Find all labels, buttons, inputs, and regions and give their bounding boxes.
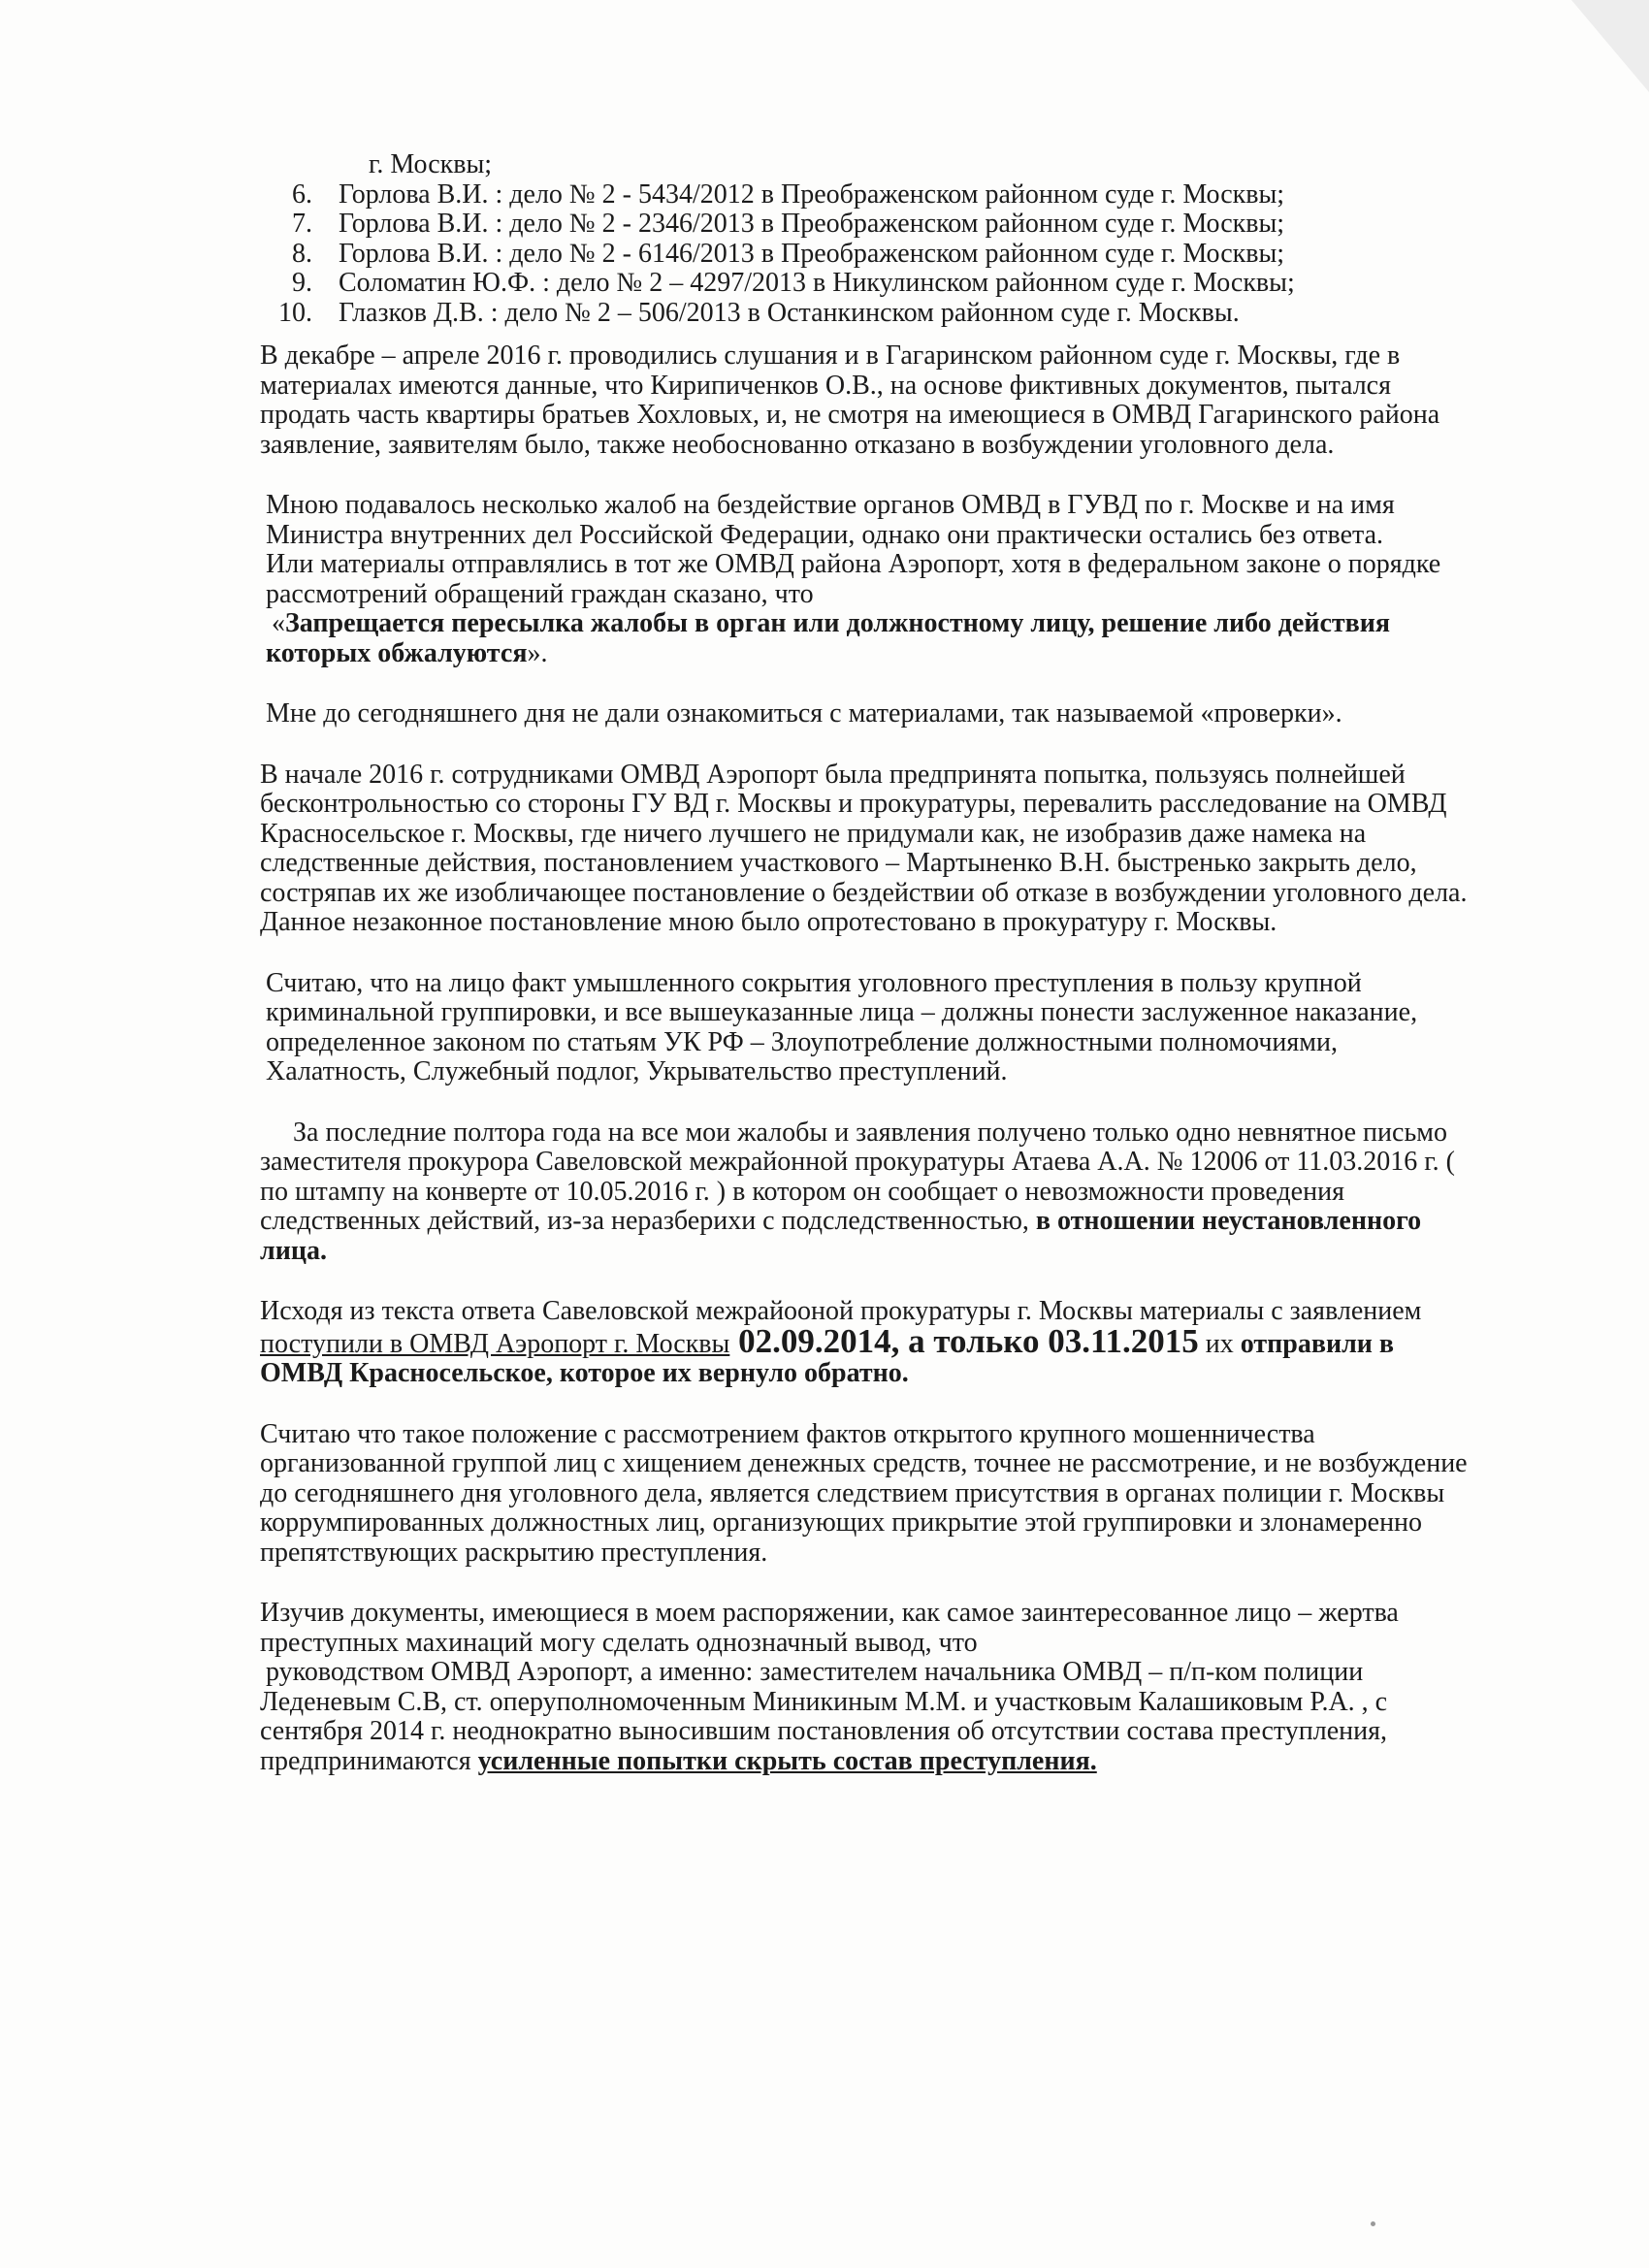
paragraph-complaints [260, 491, 1482, 668]
case-list [260, 180, 1482, 329]
conclusion-line-2: руководством ОМВД Аэропорт, а именно: заместителем начальника ОМВД – п/п-ком полиции Леденевым С.В, ст. оперуполномоченным Миникиным М.М. и участковым Калашиковым Р.А. , с сентября 2014 г. неоднократно выносившим постановления об отсутствии состава преступления, [260, 1657, 1388, 1746]
quote-close-mark: ». [527, 637, 548, 668]
conclusion-line-3: предпринимаются [260, 1745, 478, 1776]
list-item-text: Глазков Д.В. : дело № 2 – 506/2013 в Останкинском районном суде г. Москвы. [339, 297, 1240, 328]
paragraph-concealment: Считаю, что на лицо факт умышленного сокрытия уголовного преступления в пользу крупной криминальной группировки, и все вышеуказанные лица – должны понести заслуженное наказание, определенное законом по статьям УК РФ – Злоупотребление должностными полномочиями, Халатность, Служебный подлог, Укрывательство преступлений. [266, 967, 1418, 1086]
paragraph-corruption: Считаю что такое положение с рассмотрением фактов открытого крупного мошенничества организованной группой лиц с хищением денежных средств, точнее не рассмотрение, и не возбуждение до сегодняшнего дня уголовного дела, является следствием присутствия в органах полиции г. Москвы коррумпированных должностных лиц, организующих прикрытие этой группировки и злонамеренно препятствующих раскрытию преступления. [260, 1418, 1468, 1568]
list-item [260, 210, 1482, 240]
prosecutor-letter-text: За последние полтора года на все мои жалобы и заявления получено только одно невнятное письмо заместителя прокурора Савеловской межрайонной прокуратуры Атаева А.А. № 12006 от 11.03.2016 г. ( по штампу на конверте от 10.05.2016 г. ) в котором он сообщает о невозможности проведения следственных действий, из-за неразберихи с подследственностью, [260, 1117, 1455, 1236]
transfer-dates-bold: 02.09.2014, а только 03.11.2015 [729, 1321, 1199, 1360]
list-item [260, 299, 1482, 329]
list-continuation: г. Москвы; [369, 149, 493, 179]
transfer-text-a: Исходя из текста ответа Савеловской межрайооной прокуратуры г. Москвы материалы с заявлением [260, 1296, 1422, 1326]
complaints-line-1: Мною подавалось несколько жалоб на бездействие органов ОМВД в ГУВД по г. Москве и на имя Министра внутренних дел Российской Федерации, однако они практически остались без ответа. [266, 490, 1395, 550]
conclusion-bold-underlined: усиленные попытки скрыть состав преступления. [477, 1745, 1097, 1776]
paragraph-transfer-dates [260, 1297, 1482, 1389]
list-item-text: Горлова В.И. : дело № 2 - 5434/2012 в Преображенском районном суде г. Москвы; [339, 178, 1285, 210]
list-item [260, 269, 1482, 299]
page-corner-fold [1571, 0, 1649, 92]
paragraph-gagarinsky-court: В декабре – апреле 2016 г. проводились слушания и в Гагаринском районном суде г. Москвы, где в материалах имеются данные, что Кирипиченков О.В., на основе фиктивных документов, пытался продать часть квартиры братьев Хохловых, и, не смотря на имеющиеся в ОМВД Гагаринского района заявление, заявителям было, также необоснованно отказано в возбуждении уголовного дела. [260, 340, 1440, 460]
law-quote-text: Запрещается пересылка жалобы в орган или должностному лицу, решение либо действия которых обжалуются [266, 608, 1391, 668]
prosecutor-letter-bold: в отношении неустановленного лица. [260, 1206, 1422, 1266]
transfer-returned-bold: отправили в ОМВД Красносельское, которое их вернуло обратно. [260, 1328, 1395, 1388]
transfer-text-b: их [1198, 1328, 1241, 1359]
list-item-text: Горлова В.И. : дело № 2 - 2346/2013 в Преображенском районном суде г. Москвы; [339, 209, 1285, 239]
list-number: 6. [292, 178, 312, 210]
paragraph-conclusion [260, 1599, 1482, 1776]
transfer-underlined: поступили в ОМВД Аэропорт г. Москвы [260, 1328, 730, 1359]
list-number: 8. [292, 238, 312, 269]
list-number: 10. [278, 297, 312, 328]
paragraph-prosecutor-letter [260, 1118, 1482, 1267]
paragraph-no-access: Мне до сегодняшнего дня не дали ознакомиться с материалами, так называемой «проверки». [266, 698, 1342, 729]
law-quote [266, 608, 1390, 668]
complaints-line-2: Или материалы отправлялись в тот же ОМВД района Аэропорт, хотя в федеральном законе о порядке рассмотрений обращений граждан сказано, что [266, 549, 1441, 609]
list-item-text: Горлова В.И. : дело № 2 - 6146/2013 в Преображенском районном суде г. Москвы; [339, 238, 1285, 269]
list-number: 7. [292, 209, 312, 239]
scan-speck [1371, 2221, 1375, 2226]
list-item-text: Соломатин Ю.Ф. : дело № 2 – 4297/2013 в Никулинском районном суде г. Москвы; [339, 268, 1295, 298]
quote-open-mark: « [272, 608, 285, 638]
document-body [260, 150, 1482, 1776]
paragraph-early-2016: В начале 2016 г. сотрудниками ОМВД Аэропорт была предпринята попытка, пользуясь полнейшей бесконтрольностью со стороны ГУ ВД г. Москвы и прокуратуры, перевалить расследование на ОМВД Красносельское г. Москвы, где ничего лучшего не придумали как, не изобразив даже намека на следственные действия, постановлением участкового – Мартыненко В.Н. быстренько закрыть дело, состряпав их же изобличающее постановление о бездействии об отказе в возбуждении уголовного дела. Данное незаконное постановление мною было опротестовано в прокуратуру г. Москвы. [260, 759, 1468, 937]
list-item [260, 240, 1482, 270]
conclusion-line-1: Изучив документы, имеющиеся в моем распоряжении, как самое заинтересованное лицо – жертва преступных махинаций могу сделать однозначный вывод, что [260, 1598, 1399, 1658]
list-item [260, 180, 1482, 211]
list-number: 9. [292, 268, 312, 298]
